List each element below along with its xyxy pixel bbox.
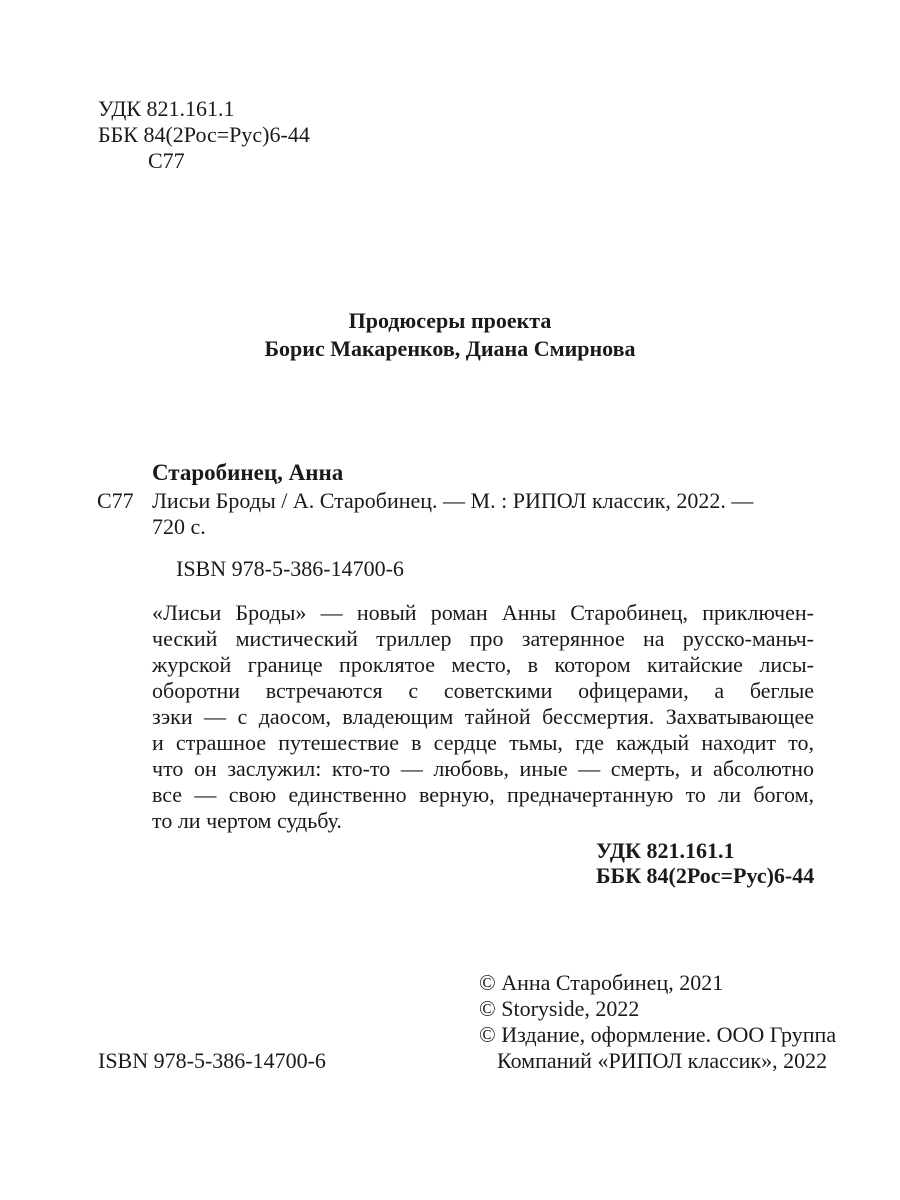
author-heading: Старобинец, Анна (152, 460, 344, 485)
annotation-line: ческий мистический триллер про затерянное на русско-маньч- (152, 626, 814, 651)
annotation-line: журской границе проклятое место, в котором китайские лисы- (152, 652, 814, 677)
producers-title: Продюсеры проекта (348, 308, 552, 333)
udk-code-bottom: УДК 821.161.1 (596, 838, 735, 863)
producers-names: Борис Макаренков, Диана Смирнова (264, 336, 636, 361)
annotation-line: «Лисьи Броды» — новый роман Анны Старобинец, приключен- (152, 600, 814, 625)
author-mark-top: С77 (148, 148, 185, 173)
isbn-entry: ISBN 978-5-386-14700-6 (176, 556, 404, 581)
copyright-publisher: © Издание, оформление. ООО Группа (479, 1022, 837, 1047)
isbn-bottom: ISBN 978-5-386-14700-6 (98, 1048, 326, 1073)
annotation-line: зэки — с даосом, владеющим тайной бессмертия. Захватывающее (152, 704, 814, 729)
bbk-code-bottom: ББК 84(2Рос=Рус)6-44 (596, 863, 815, 888)
udk-code-top: УДК 821.161.1 (98, 96, 235, 121)
bibliographic-description: Лисьи Броды / А. Старобинец. — М. : РИПОЛ классик, 2022. — (152, 488, 754, 513)
copyright-publisher-cont: Компаний «РИПОЛ классик», 2022 (497, 1048, 828, 1073)
bbk-code-top: ББК 84(2Рос=Рус)6-44 (98, 122, 310, 147)
copyright-author: © Анна Старобинец, 2021 (479, 970, 724, 995)
annotation-line: оборотни встречаются с советскими офицерами, а беглые (152, 678, 814, 703)
annotation-line: и страшное путешествие в сердце тьмы, где каждый находит то, (152, 730, 814, 755)
copyright-storyside: © Storyside, 2022 (479, 996, 640, 1021)
annotation-line: все — свою единственно верную, предначертанную то ли богом, (152, 782, 814, 807)
author-mark: С77 (97, 488, 134, 513)
annotation-line: то ли чертом судьбу. (152, 808, 342, 833)
page-count: 720 с. (152, 514, 206, 539)
annotation-line: что он заслужил: кто-то — любовь, иные — смерть, и абсолютно (152, 756, 814, 781)
